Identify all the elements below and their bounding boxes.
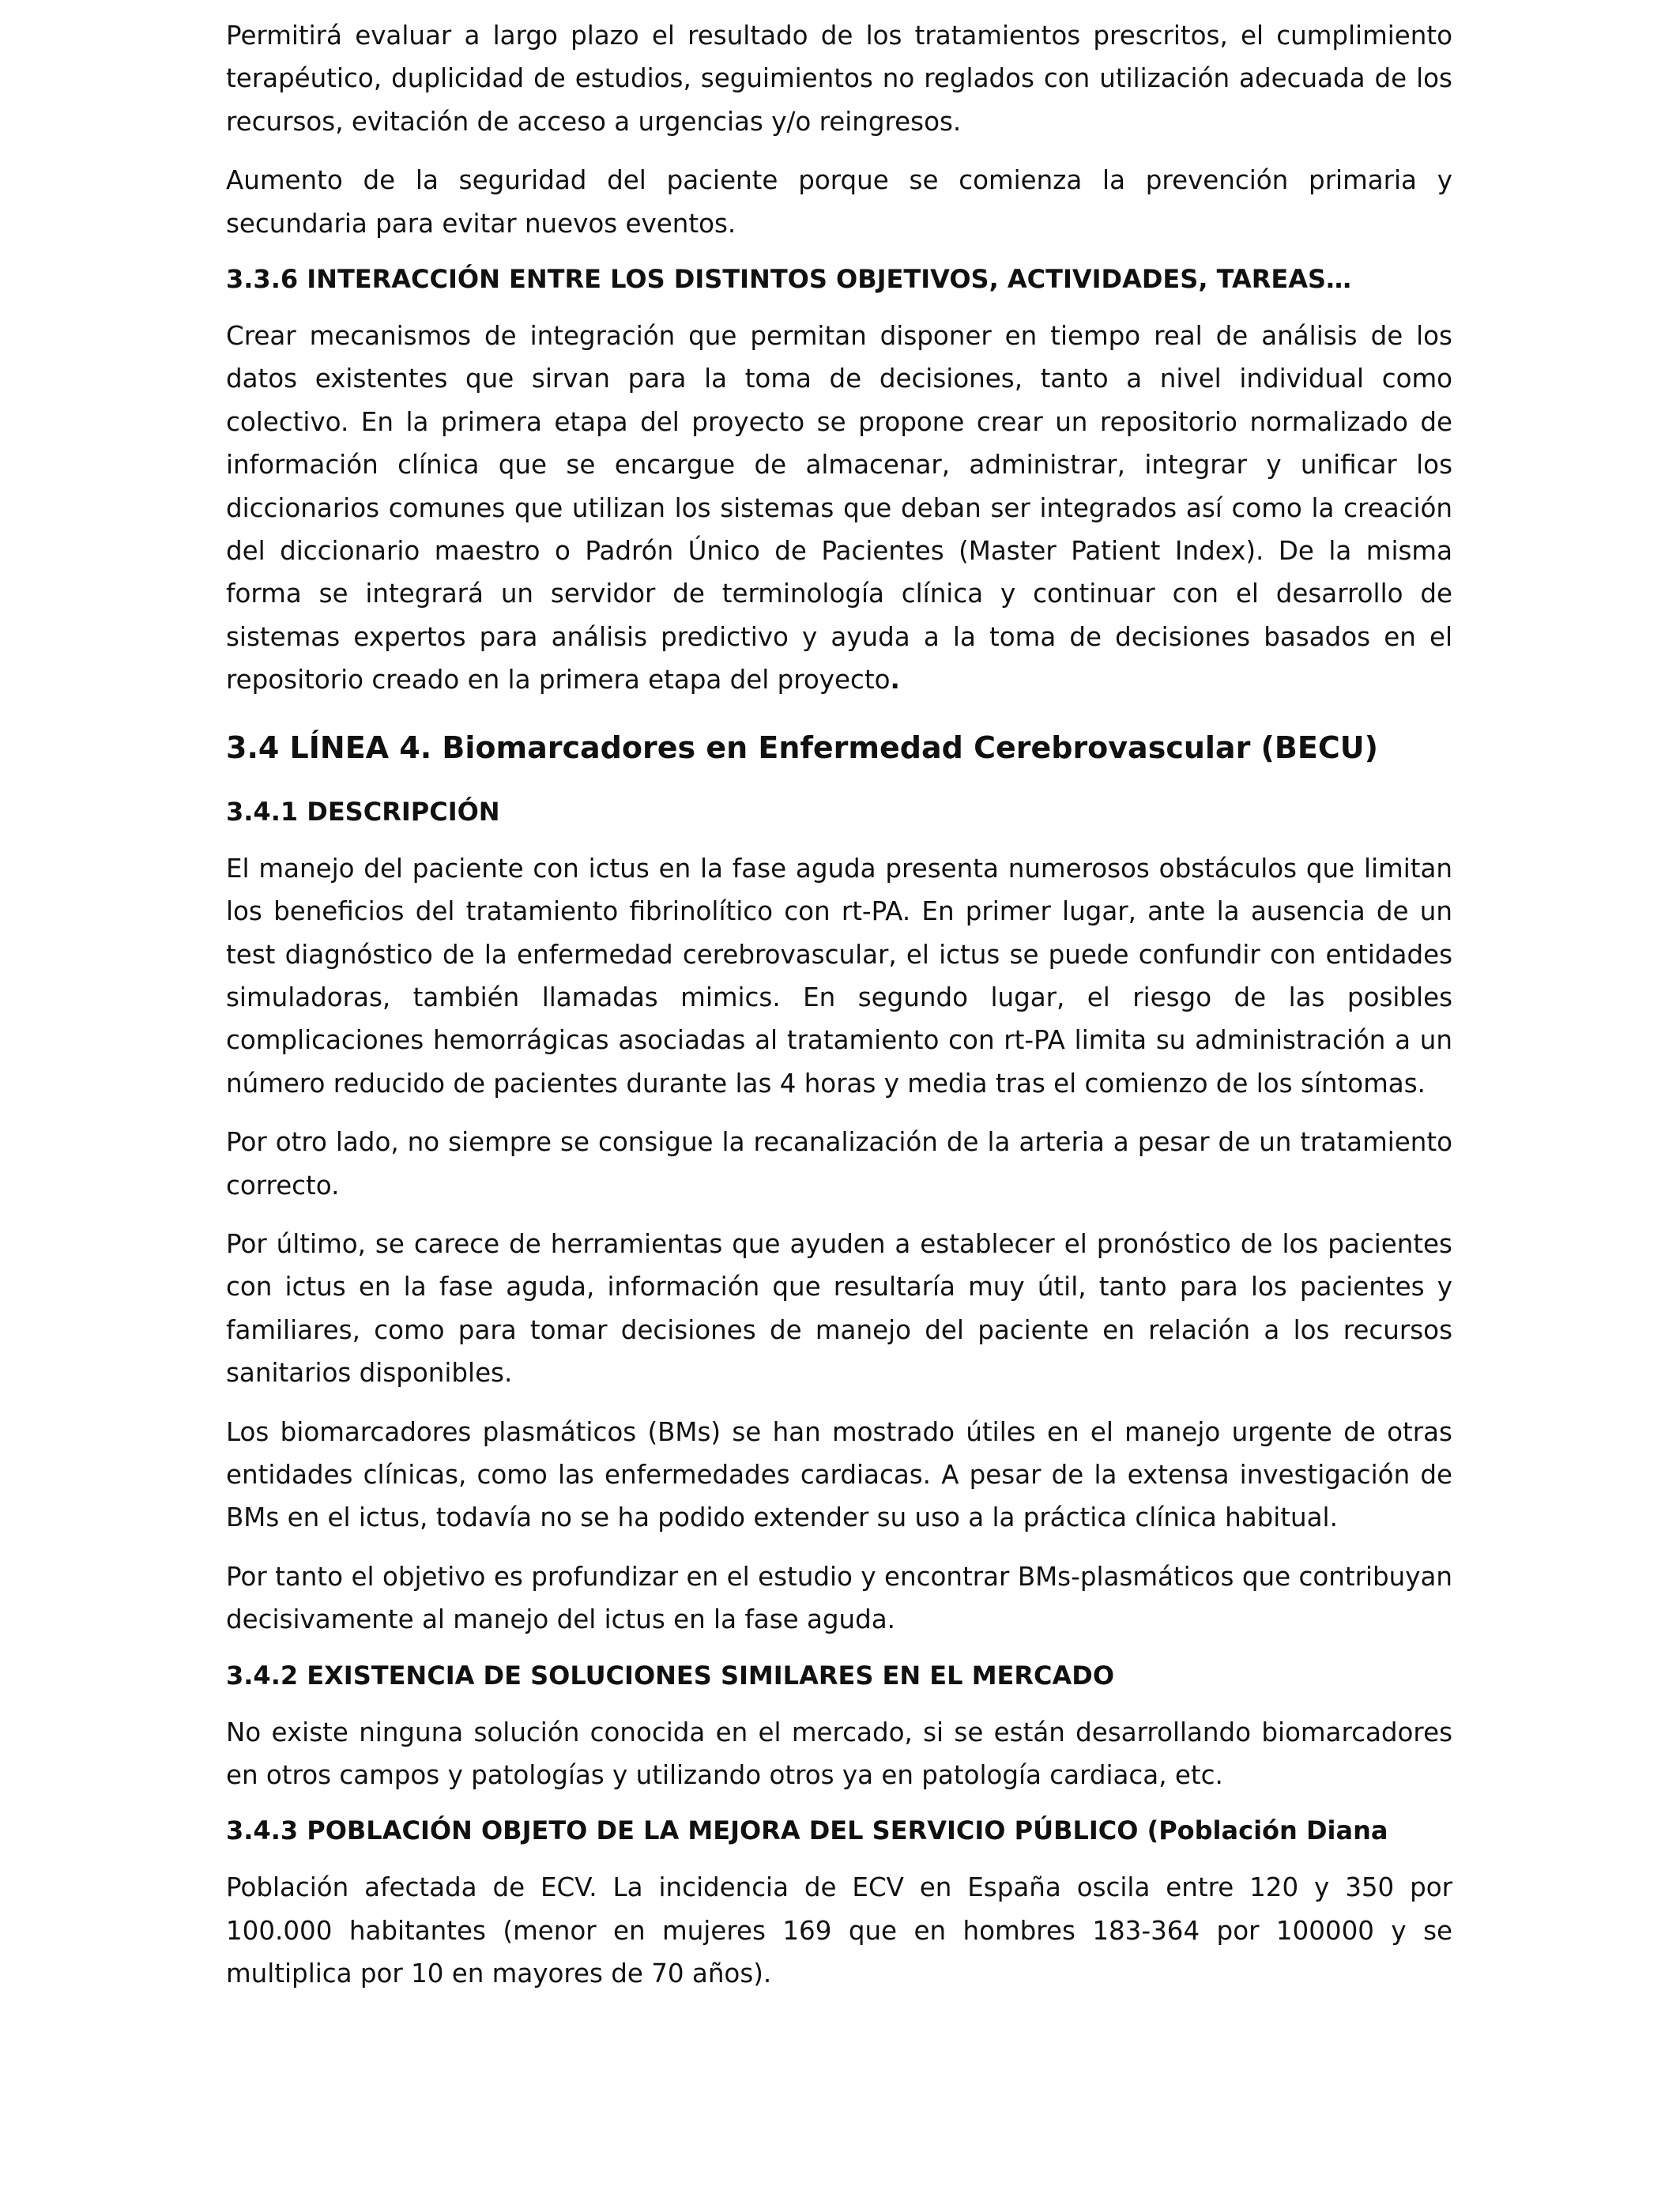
heading-3-3-6: 3.3.6 INTERACCIÓN ENTRE LOS DISTINTOS OBJETIVOS, ACTIVIDADES, TAREAS…: [226, 264, 1352, 295]
paragraph-patient-safety: Aumento de la seguridad del paciente porque se comienza la prevención primaria y secundaria para evitar nuevos eventos.: [226, 165, 1452, 239]
paragraph-integration-end: .: [890, 665, 900, 696]
paragraph-recanalization: Por otro lado, no siempre se consigue la recanalización de la arteria a pesar de un tratamiento correcto.: [226, 1127, 1452, 1201]
paragraph-integration-mechanisms: [226, 315, 1452, 702]
heading-3-4: 3.4 LÍNEA 4. Biomarcadores en Enfermedad Cerebrovascular (BECU): [226, 729, 1378, 765]
heading-3-4-1: 3.4.1 DESCRIPCIÓN: [226, 796, 500, 827]
paragraph-prognosis-tools: Por último, se carece de herramientas que ayuden a establecer el pronóstico de los pacientes con ictus en la fase aguda, información que resultaría muy útil, tanto para los pacientes y familiares, como para tomar decisiones de manejo del paciente en relación a los recursos sanitarios disponibles.: [226, 1228, 1452, 1389]
heading-3-4-3: 3.4.3 POBLACIÓN OBJETO DE LA MEJORA DEL SERVICIO PÚBLICO (Población Diana: [226, 1815, 1388, 1846]
heading-3-4-2: 3.4.2 EXISTENCIA DE SOLUCIONES SIMILARES EN EL MERCADO: [226, 1660, 1115, 1691]
paragraph-plasma-biomarkers: Los biomarcadores plasmáticos (BMs) se han mostrado útiles en el manejo urgente de otras entidades clínicas, como las enfermedades cardiacas. A pesar de la extensa investigación de BMs en el ictus, todavía no se ha podido extender su uso a la práctica clínica habitual.: [226, 1416, 1452, 1533]
paragraph-objective: Por tanto el objetivo es profundizar en el estudio y encontrar BMs-plasmáticos que contribuyan decisivamente al manejo del ictus en la fase aguda.: [226, 1561, 1452, 1635]
paragraph-target-population: Población afectada de ECV. La incidencia de ECV en España oscila entre 120 y 350 por 100.000 habitantes (menor en mujeres 169 que en hombres 183-364 por 100000 y se multiplica por 10 en mayores de 70 años).: [226, 1872, 1452, 1989]
paragraph-market-solutions: No existe ninguna solución conocida en el mercado, si se están desarrollando biomarcadores en otros campos y patologías y utilizando otros ya en patología cardiaca, etc.: [226, 1717, 1452, 1790]
paragraph-integration-text: Crear mecanismos de integración que permitan disponer en tiempo real de análisis de los datos existentes que sirvan para la toma de decisiones, tanto a nivel individual como colectivo. En la primera etapa del proyecto se propone crear un repositorio normalizado de información clínica que se encargue de almacenar, administrar, integrar y unificar los diccionarios comunes que utilizan los sistemas que deban ser integrados así como la creación del diccionario maestro o Padrón Único de Pacientes (Master Patient Index). De la misma forma se integrará un servidor de terminología clínica y continuar con el desarrollo de sistemas expertos para análisis predictivo y ayuda a la toma de decisiones basados en el repositorio creado en la primera etapa del proyecto: [226, 321, 1452, 696]
document-page: [226, 14, 1452, 2011]
paragraph-evaluation: Permitirá evaluar a largo plazo el resultado de los tratamientos prescritos, el cumplimiento terapéutico, duplicidad de estudios, seguimientos no reglados con utilización adecuada de los recursos, evitación de acceso a urgencias y/o reingresos.: [226, 21, 1452, 137]
paragraph-ictus-management: El manejo del paciente con ictus en la fase aguda presenta numerosos obstáculos que limitan los beneficios del tratamiento fibrinolítico con rt-PA. En primer lugar, ante la ausencia de un test diagnóstico de la enfermedad cerebrovascular, el ictus se puede confundir con entidades simuladoras, también llamadas mimics. En segundo lugar, el riesgo de las posibles complicaciones hemorrágicas asociadas al tratamiento con rt-PA limita su administración a un número reducido de pacientes durante las 4 horas y media tras el comienzo de los síntomas.: [226, 853, 1452, 1099]
